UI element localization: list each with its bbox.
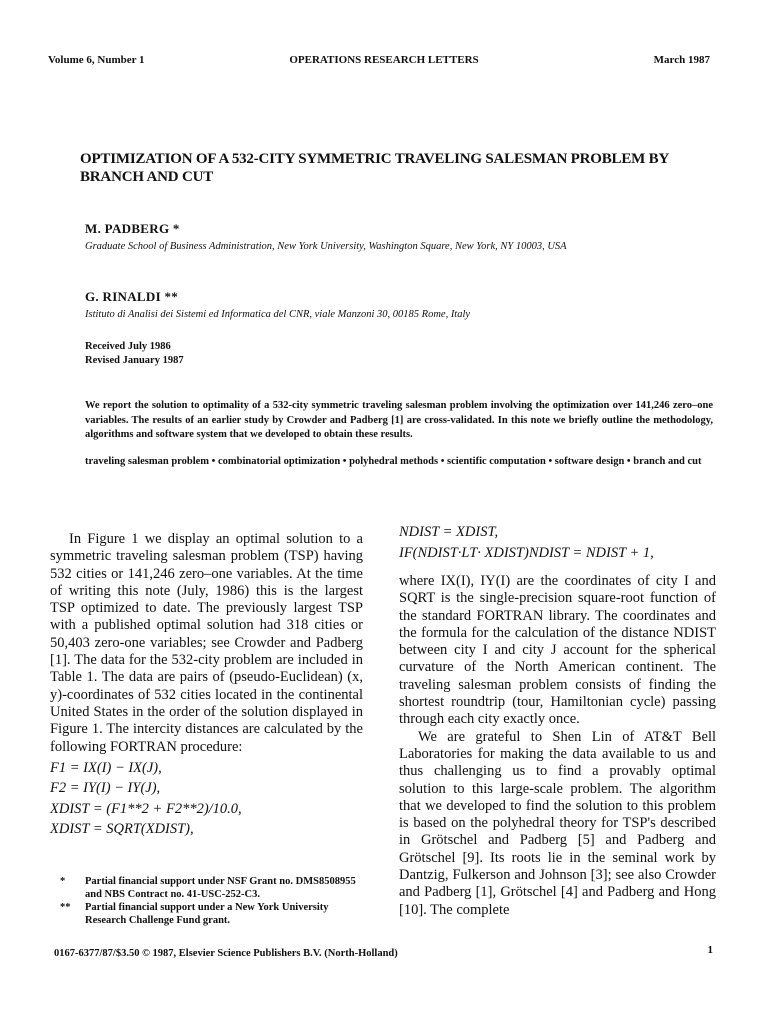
equation: XDIST = SQRT(XDIST),: [50, 821, 194, 838]
body-column-right: [399, 522, 716, 919]
author-name-1: M. PADBERG *: [85, 221, 180, 236]
paper-title: OPTIMIZATION OF A 532-CITY SYMMETRIC TRAVELING SALESMAN PROBLEM BY BRANCH AND CUT: [80, 151, 669, 185]
footnote: [60, 875, 370, 901]
equation: F2 = IY(I) − IY(J),: [50, 780, 161, 797]
abstract: We report the solution to optimality of a 532-city symmetric traveling salesman problem involving the optimization over 141,246 zero–one variables. The results of an earlier study by Crowder and Padberg [1] are cross-validated. In this note we briefly outline the methodology, algorithms and software system that we developed to obtain these results.: [85, 400, 713, 440]
equation: IF(NDIST·LT· XDIST)NDIST = NDIST + 1,: [399, 544, 654, 561]
body-paragraph: We are grateful to Shen Lin of AT&T Bell Laboratories for making the data available to us and thus challenging us to find a provably optimal solution to this large-scale problem. The algorithm that we developed to find the solution to this problem is based on the polyhedral theory for TSP's described in Grötschel and Padberg [5] and Padberg and Grötschel [9]. Its roots lie in the seminal work by Dantzig, Fulkerson and Johnson [3]; see also Crowder and Padberg [1], Grötschel [4] and Padberg and Hong [10]. The complete: [399, 728, 716, 918]
footnote-mark: **: [60, 902, 71, 913]
received-date: Received July 1986: [85, 341, 171, 352]
author-affiliation-1: Graduate School of Business Administration, New York University, Washington Square, New York, NY 10003, USA: [85, 241, 567, 252]
footnote-text: Partial financial support under a New York University Research Challenge Fund grant.: [85, 902, 329, 926]
body-paragraph: where IX(I), IY(I) are the coordinates of city I and SQRT is the single-precision square-root function of the standard FORTRAN library. The coordinates and the formula for the calculation of the distance NDIST between city I and city J account for the spherical curvature of the North American continent. The traveling salesman problem consists of finding the shortest roundtrip (tour, Hamiltonian cycle) passing through each city exactly once.: [399, 573, 716, 728]
equation: XDIST = (F1**2 + F2**2)/10.0,: [50, 800, 242, 817]
copyright-line: 0167-6377/87/$3.50 © 1987, Elsevier Science Publishers B.V. (North-Holland): [54, 948, 398, 959]
page-number: 1: [707, 944, 713, 956]
footnote-mark: *: [60, 876, 66, 887]
journal-date: March 1987: [653, 54, 710, 66]
body-column-left: [50, 531, 363, 840]
journal-volume: Volume 6, Number 1: [48, 54, 145, 66]
body-paragraph: In Figure 1 we display an optimal solution to a symmetric traveling salesman problem (TSP) having 532 cities or 141,246 zero–one variables. At the time of writing this note (July, 1986) this is the largest TSP optimized to date. The previously largest TSP with a published optimal solution had 318 cities or 50,403 zero-one variables; see Crowder and Padberg [1]. The data for the 532-city problem are included in Table 1. The data are pairs of (pseudo-Euclidean) (x, y)-coordinates of 532 cities located in the continental United States in the order of the solution displayed in Figure 1. The intercity distances are calculated by the following FORTRAN procedure:: [50, 531, 363, 755]
footnote-text: Partial financial support under NSF Grant no. DMS8508955 and NBS Contract no. 41-USC-252-C3.: [85, 876, 356, 900]
footnote: [60, 901, 370, 927]
journal-name: OPERATIONS RESEARCH LETTERS: [289, 54, 479, 66]
author-name-2: G. RINALDI **: [85, 289, 179, 304]
keywords: traveling salesman problem • combinatorial optimization • polyhedral methods • scientific computation • software design • branch and cut: [85, 456, 702, 467]
equation: NDIST = XDIST,: [399, 524, 499, 540]
author-affiliation-2: Istituto di Analisi dei Sistemi ed Informatica del CNR, viale Manzoni 30, 00185 Rome, Italy: [85, 309, 471, 320]
footnotes: [60, 875, 370, 927]
manuscript-dates: [85, 340, 184, 368]
revised-date: Revised January 1987: [85, 355, 184, 366]
equation: F1 = IX(I) − IX(J),: [50, 759, 162, 776]
